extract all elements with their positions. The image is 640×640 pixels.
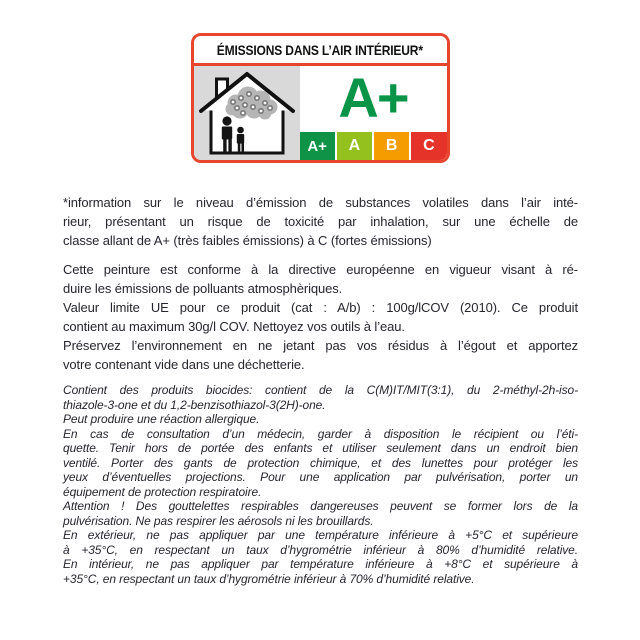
label-title-bar [194,36,447,66]
house-indoor-air-icon [194,66,300,160]
house-panel [194,66,300,160]
scale-cell-a: A [337,132,372,160]
text-line: quette. Tenir hors de portée des enfants et utiliser seulement dans un endroit bien [63,441,578,455]
text-line: En extérieur, ne pas appliquer par une température inférieure à +5°C et supérieure [63,528,578,542]
indoor-air-emissions-label [191,33,450,163]
label-text-block [63,193,578,586]
scale-cell-b: B [374,132,409,160]
text-line: contient au maximum 30g/l COV. Nettoyez vos outils à l’eau. [63,319,405,334]
text-line: équipement de protection respiratoire. [63,484,262,499]
text-line: Contient des produits biocides: contient de la C(M)IT/MIT(3:1), du 2-méthyl-2h-iso- [63,383,578,397]
text-line: Cette peinture est conforme à la directive européenne en vigueur visant à ré- [63,262,578,277]
text-line: *information sur le niveau d’émission de substances volatiles dans l’air inté- [63,195,578,210]
emission-scale [300,132,447,160]
scale-cell-a-plus: A+ [300,132,335,160]
text-line: Attention ! Des gouttelettes respirables dangereuses peuvent se former lors de la [63,499,578,513]
text-line: Valeur limite UE pour ce produit (cat : A/b) : 100g/lCOV (2010). Ce produit [63,300,578,315]
emission-grade: A+ [338,66,408,129]
text-line: En cas de consultation d’un médecin, garder à disposition le récipient ou l’éti- [63,426,578,441]
text-line: En intérieur, ne pas appliquer par température inférieure à +8°C et supérieure à [63,557,578,571]
text-line: ventilé. Porter des gants de protection chimique, et des lunettes pour protéger les [63,455,578,470]
text-line: pulvérisation. Ne pas respirer les aérosols ni les brouillards. [63,513,374,528]
footnote-paragraph [63,193,578,250]
text-line: classe allant de A+ (très faibles émissions) à C (fortes émissions) [63,233,432,248]
text-line: thiazole-3-one et du 1,2-benzisothiazol-3(2H)-one. [63,397,326,412]
grade-panel [300,66,447,160]
label-main [194,66,447,160]
precautions-paragraph [63,383,578,586]
text-line: yeux d’éventuelles projections. Pour une application par pulvérisation, porter un [63,470,578,484]
text-line: Préservez l’environnement en ne jetant pas vos résidus à l’égout et apportez [63,338,578,353]
regulatory-paragraph [63,260,578,374]
text-line: votre contenant vide dans une déchetterie. [63,357,305,372]
text-line: +35°C, en respectant un taux d’hygrométrie inférieur à 70% d’humidité relative. [63,571,475,586]
text-line: à +35°C, en respectant un taux d’hygrométrie inférieur à 80% d’humidité relative. [63,542,578,557]
text-line: duire les émissions de polluants atmosphèriques. [63,281,343,296]
label-title: ÉMISSIONS DANS L’AIR INTÉRIEUR* [216,41,424,58]
text-line: Peut produire une réaction allergique. [63,412,260,426]
scale-cell-c: C [411,132,446,160]
text-line: rieur, présentant un risque de toxicité par inhalation, sur une échelle de [63,214,578,229]
